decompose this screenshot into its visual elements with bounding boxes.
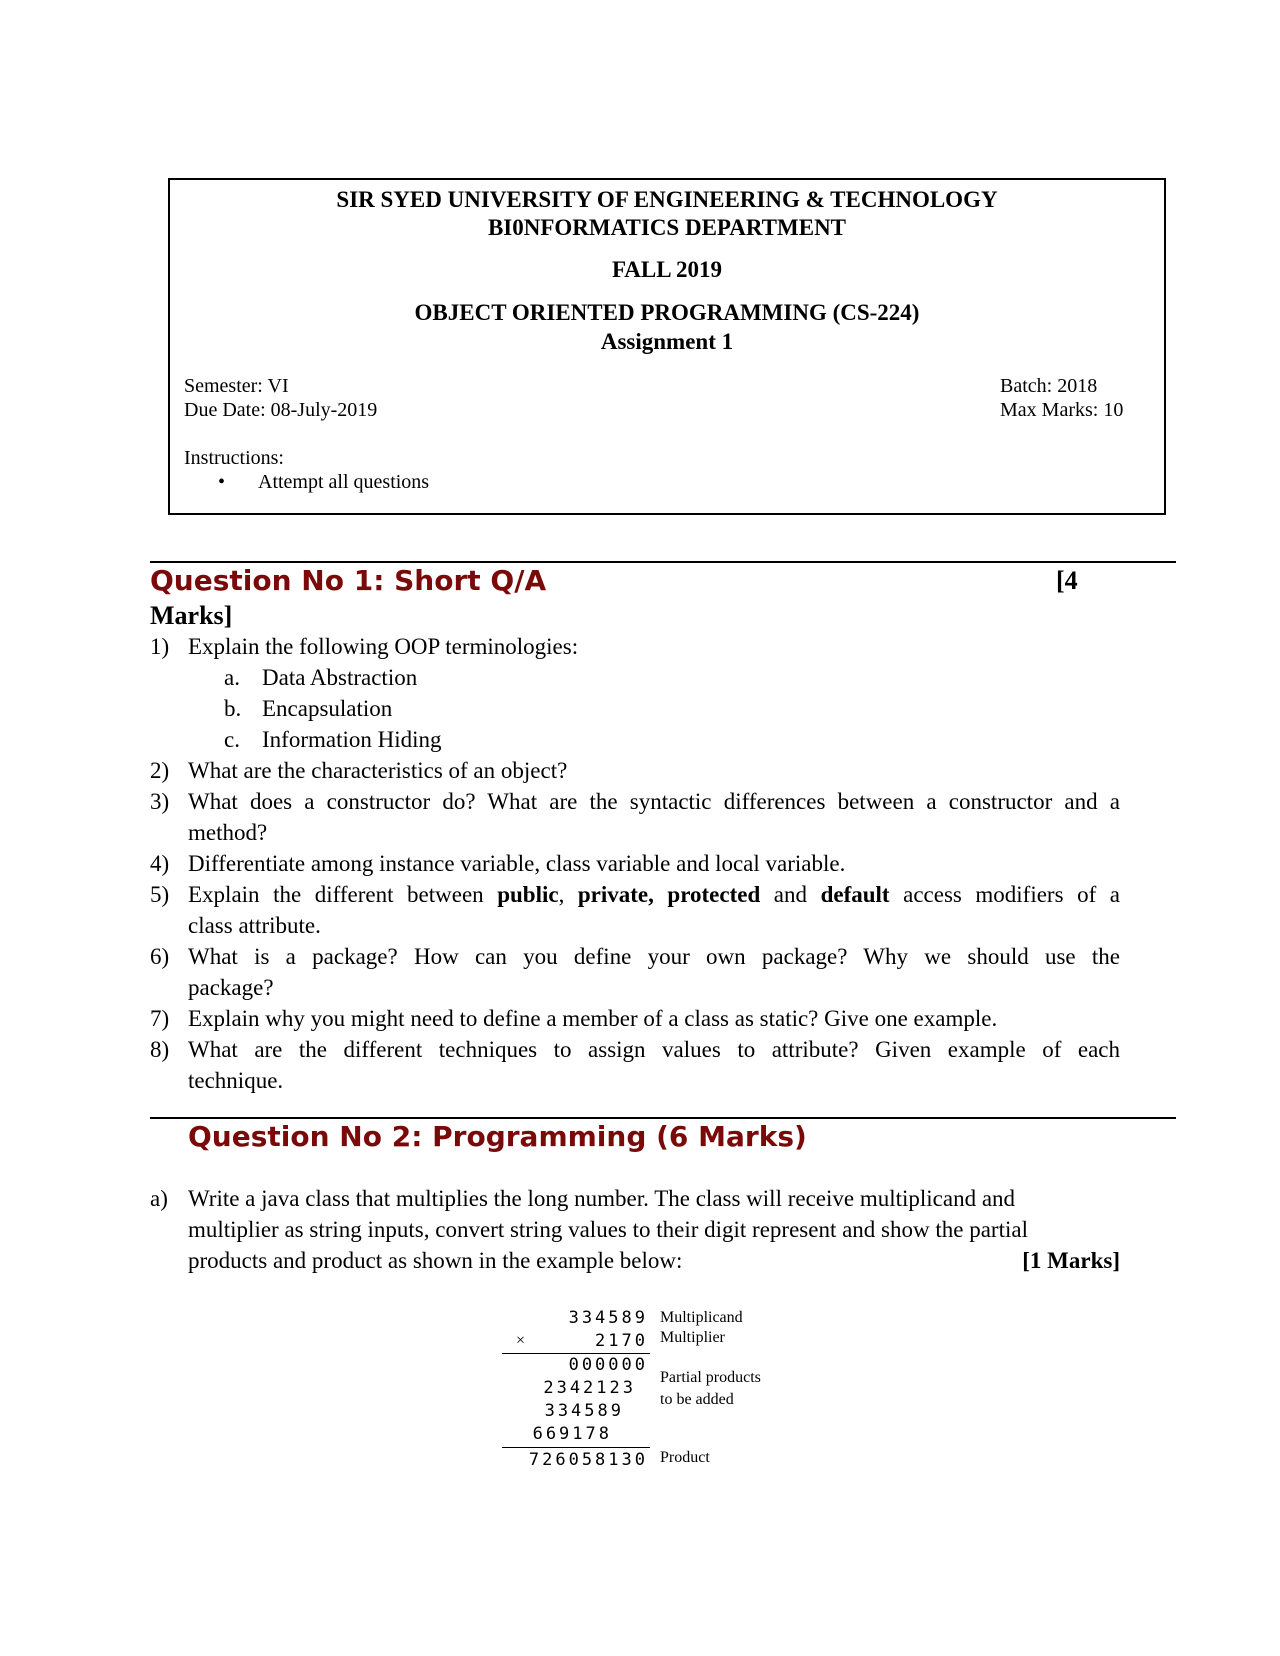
item-continuation: multiplier as string inputs, convert string values to their digit represent and show the partial <box>188 1217 1028 1242</box>
item-text: Data Abstraction <box>262 665 418 690</box>
partial-product: 000000 <box>568 1355 648 1375</box>
item-number: 6) <box>150 944 170 969</box>
keyword-private-protected: private, protected <box>577 882 761 907</box>
partial-product: 334589 <box>544 1401 624 1421</box>
item-text: Encapsulation <box>262 696 393 721</box>
item-continuation <box>188 1245 1120 1276</box>
item-text: What are the different techniques to assign values to attribute? Given example of each <box>188 1037 1120 1062</box>
item-continuation: technique. <box>188 1068 284 1093</box>
item-number: 4) <box>150 851 170 876</box>
university-name: SIR SYED UNIVERSITY OF ENGINEERING & TECHNOLOGY <box>336 187 998 212</box>
item-continuation: package? <box>188 975 274 1000</box>
item-text: Explain why you might need to define a member of a class as static? Give one example. <box>188 1006 998 1031</box>
bullet-icon: • <box>218 471 226 493</box>
section-divider <box>150 1117 1176 1119</box>
term: FALL 2019 <box>611 257 723 282</box>
instructions-label: Instructions: <box>184 447 284 469</box>
max-marks: Max Marks: 10 <box>1000 399 1124 421</box>
question-1-marks-open: [4 <box>1056 566 1078 595</box>
batch: Batch: 2018 <box>1000 375 1098 397</box>
item-text: Write a java class that multiplies the long number. The class will receive multiplicand and <box>188 1186 1016 1211</box>
partial-product: 669178 <box>532 1424 612 1444</box>
text-run: and <box>760 882 821 907</box>
assignment-title: Assignment 1 <box>600 329 734 354</box>
multiplicand-label: Multiplicand <box>660 1309 743 1326</box>
department-name: BI0NFORMATICS DEPARTMENT <box>487 215 847 240</box>
multiplicand-value: 334589 <box>568 1308 648 1328</box>
text-run: Explain the different between <box>188 882 498 907</box>
product-label: Product <box>660 1449 710 1466</box>
text-run: access modifiers of a <box>889 882 1120 907</box>
item-number: a. <box>224 665 240 690</box>
item-number: b. <box>224 696 242 721</box>
keyword-public: public <box>497 882 559 907</box>
item-text: What is a package? How can you define your own package? Why we should use the <box>188 944 1120 969</box>
item-text: Information Hiding <box>262 727 442 752</box>
semester: Semester: VI <box>184 375 289 397</box>
instruction-item: Attempt all questions <box>258 471 430 493</box>
question-2-title: Question No 2: Programming (6 Marks) <box>188 1120 807 1153</box>
item-number: 2) <box>150 758 170 783</box>
times-sign: × <box>516 1332 526 1349</box>
question-1-title: Question No 1: Short Q/A <box>150 564 547 597</box>
multiplier-value: 2170 <box>595 1331 648 1351</box>
partials-label-line-1: Partial products <box>660 1369 761 1386</box>
product-value: 726058130 <box>528 1450 648 1470</box>
item-number: 7) <box>150 1006 170 1031</box>
multiplier-label: Multiplier <box>660 1329 725 1346</box>
item-text: products and product as shown in the example below: <box>188 1248 683 1273</box>
item-text: Explain the following OOP terminologies: <box>188 634 579 659</box>
item-continuation: method? <box>188 820 268 845</box>
item-number: 1) <box>150 634 170 659</box>
keyword-default: default <box>820 882 890 907</box>
divider-line <box>502 1447 650 1448</box>
section-divider <box>150 561 1176 563</box>
part-a-marks: [1 Marks] <box>1022 1248 1120 1273</box>
item-number: 3) <box>150 789 170 814</box>
due-date: Due Date: 08-July-2019 <box>184 399 378 421</box>
item-number: a) <box>150 1186 168 1211</box>
item-text: Differentiate among instance variable, class variable and local variable. <box>188 851 846 876</box>
partials-label-line-2: to be added <box>660 1391 734 1408</box>
divider-line <box>502 1353 650 1354</box>
question-1-marks-close: Marks] <box>150 601 233 630</box>
course-title: OBJECT ORIENTED PROGRAMMING (CS-224) <box>414 300 920 325</box>
item-number: 8) <box>150 1037 170 1062</box>
item-text: What are the characteristics of an object? <box>188 758 568 783</box>
item-continuation: class attribute. <box>188 913 321 938</box>
item-text <box>188 879 1120 910</box>
partial-product: 2342123 <box>543 1378 636 1398</box>
header-box <box>168 178 1166 515</box>
item-number: c. <box>224 727 240 752</box>
item-text: What does a constructor do? What are the syntactic differences between a constructor and a <box>188 789 1120 814</box>
multiplication-example-figure <box>500 1308 800 1478</box>
text-run: , <box>558 882 578 907</box>
item-number: 5) <box>150 882 170 907</box>
